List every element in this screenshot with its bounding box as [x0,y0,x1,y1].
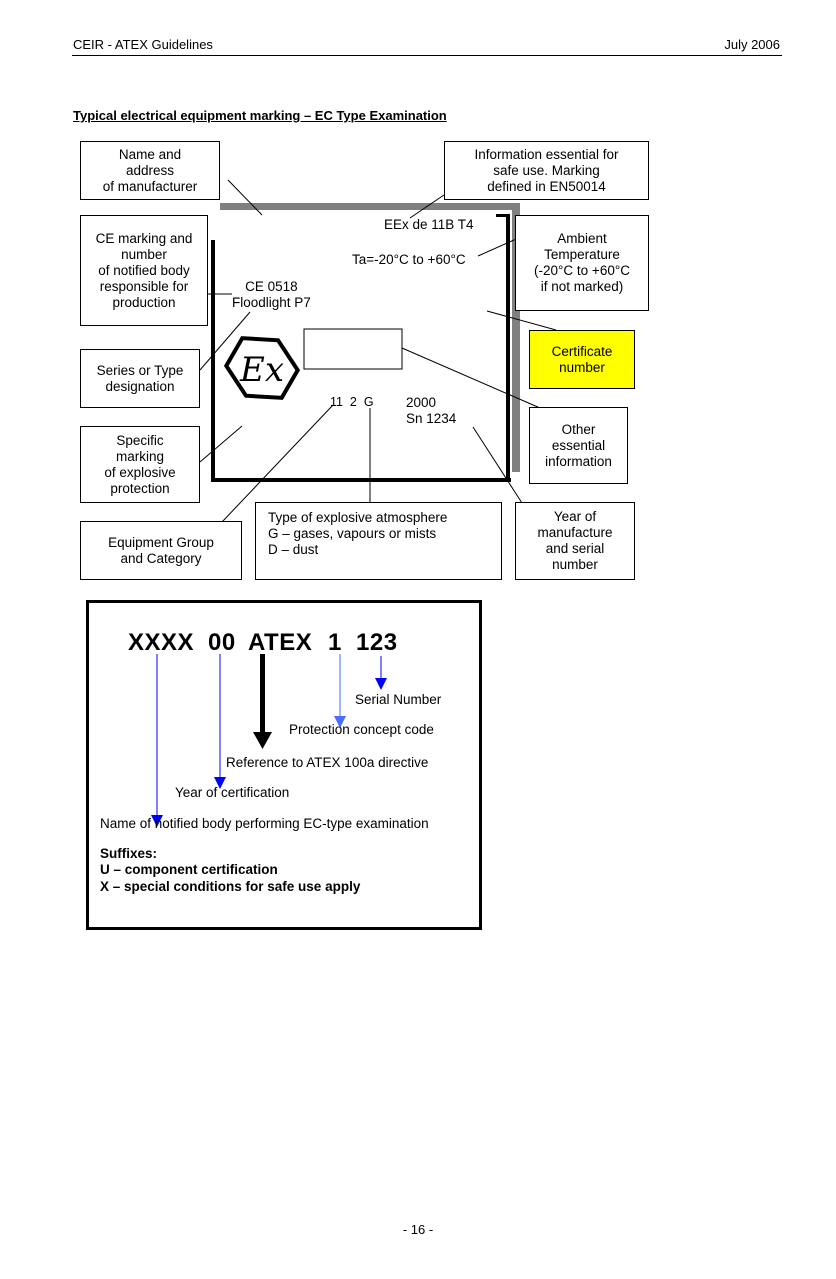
plate-group-code: 11 2 G [330,395,374,409]
suffix-x: X – special conditions for safe use apply [100,879,361,894]
callout-atmosphere: Type of explosive atmosphere G – gases, vapours or mists D – dust [255,502,502,580]
plate-left-edge [211,240,215,482]
annotation-reference: Reference to ATEX 100a directive [226,755,429,770]
callout-safe-use: Information essential for safe use. Marking defined in EN50014 [444,141,649,200]
callout-certificate: Certificate number [529,330,635,389]
plate-right-edge [506,214,510,482]
plate-year-serial: 2000 Sn 1234 [406,395,457,426]
code-part-year: 00 [208,629,236,656]
code-part-serial: 123 [356,629,398,656]
callout-ce-marking: CE marking and number of notified body responsible for production [80,215,208,326]
callout-ambient: Ambient Temperature (-20°C to +60°C if not marked) [515,215,649,311]
callout-series: Series or Type designation [80,349,200,408]
plate-top-bar [220,203,520,210]
plate-right-corner [496,214,510,217]
callout-specific: Specific marking of explosive protection [80,426,200,503]
callout-year: Year of manufacture and serial number [515,502,635,580]
annotation-year: Year of certification [175,785,290,800]
code-part-atex: ATEX [248,629,313,656]
header-right: July 2006 [724,37,780,52]
plate-bottom-edge [211,478,511,482]
callout-other: Other essential information [529,407,628,484]
plate-cert-rect [304,329,402,369]
header-left: CEIR - ATEX Guidelines [73,37,213,52]
plate-ce: CE 0518 Floodlight P7 [232,279,311,310]
section-title: Typical electrical equipment marking – EC Type Examination [73,108,447,123]
page-number: - 16 - [402,1222,434,1237]
suffix-u: U – component certification [100,862,278,877]
svg-text:Ex: Ex [240,350,284,390]
annotation-protection: Protection concept code [289,722,434,737]
code-part-protection: 1 [328,629,342,656]
plate-eex: EEx de 11B T4 [384,217,474,232]
annotation-notified-body: Name of notified body performing EC-type examination [100,816,429,831]
code-part-body: XXXX [128,629,195,656]
ex-hexagon-icon [218,324,305,411]
plate-ta: Ta=-20°C to +60°C [352,252,466,267]
suffixes-title: Suffixes: [100,846,158,861]
callout-group: Equipment Group and Category [80,521,242,580]
annotation-serial: Serial Number [355,692,442,707]
callout-manufacturer: Name and address of manufacturer [80,141,220,200]
